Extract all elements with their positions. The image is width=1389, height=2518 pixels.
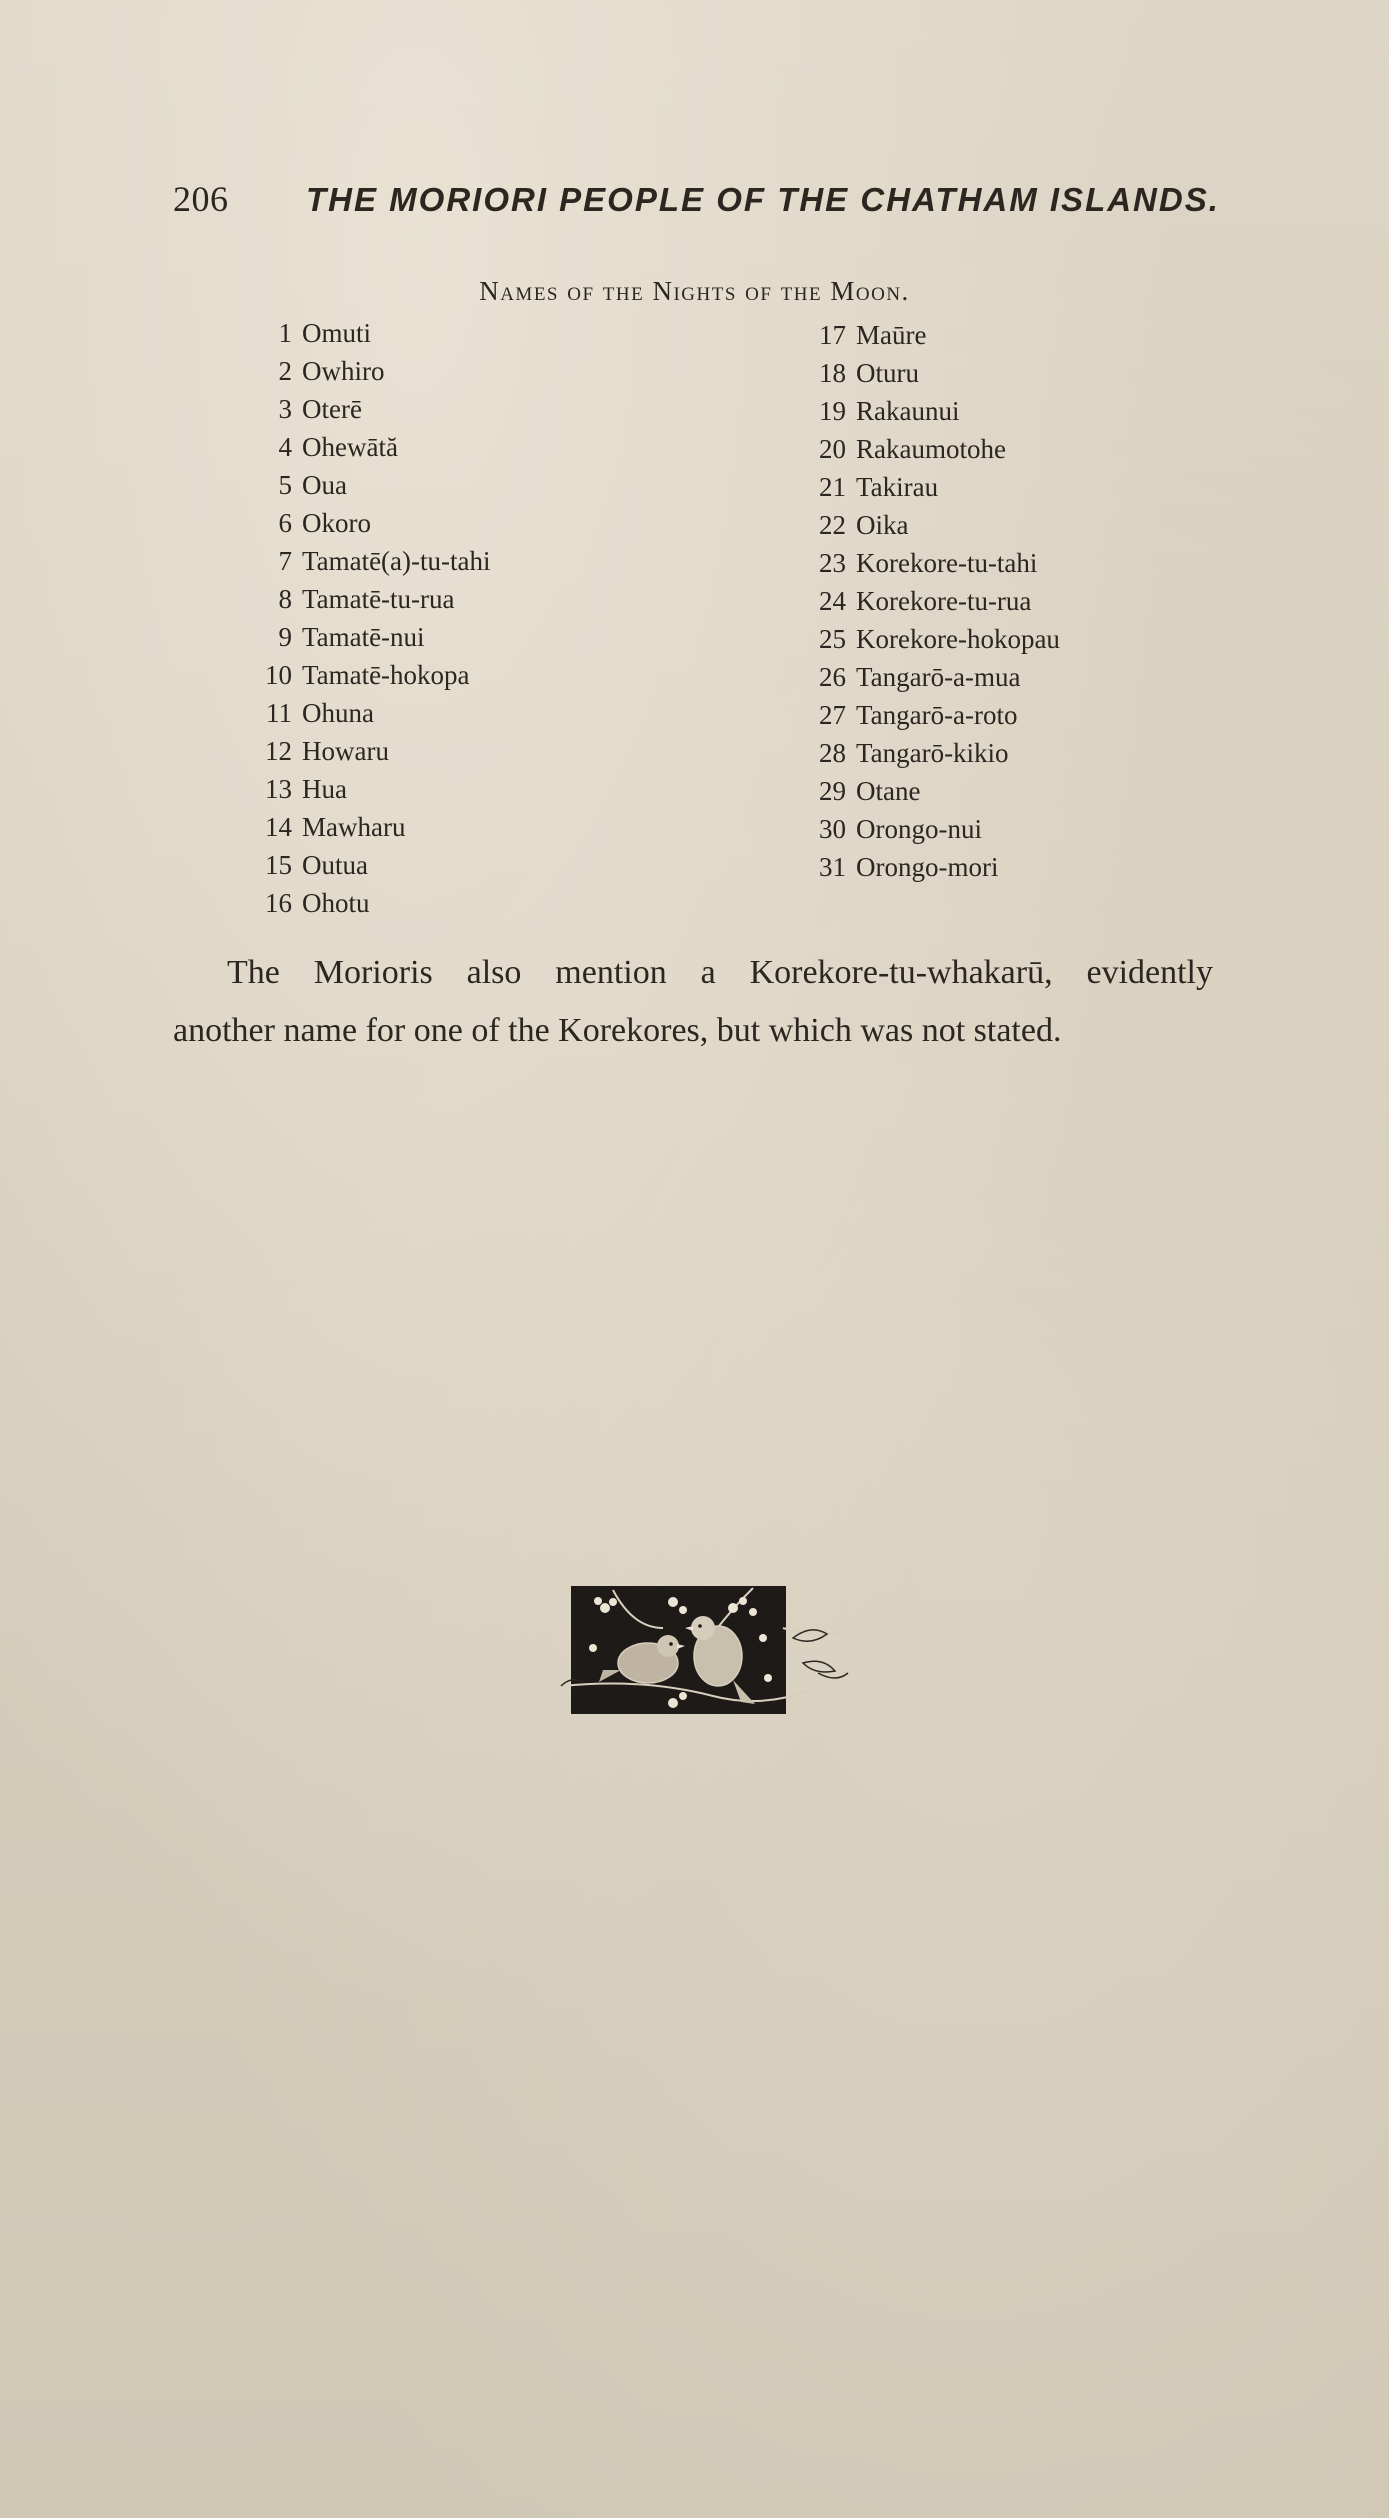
night-name: Tangarō-a-mua [856, 662, 1021, 692]
night-number: 21 [819, 472, 846, 502]
night-number: 10 [265, 660, 292, 690]
night-number: 23 [819, 548, 846, 578]
night-name: Okoro [302, 508, 371, 538]
night-name: Oturu [856, 358, 919, 388]
list-item [250, 694, 491, 732]
night-name: Rakaumotohe [856, 434, 1006, 464]
paragraph-line: another name for one of the Korekores, but which was not stated. [173, 1012, 1062, 1049]
list-item [800, 354, 1060, 392]
night-name: Omuti [302, 318, 372, 348]
night-name: Korekore-hokopau [856, 624, 1060, 654]
list-item [250, 314, 491, 352]
night-number: 5 [278, 470, 292, 500]
list-item [250, 884, 491, 922]
night-name: Tangarō-kikio [856, 738, 1009, 768]
night-name: Korekore-tu-tahi [856, 548, 1038, 578]
list-item [250, 808, 491, 846]
night-number: 6 [278, 508, 292, 538]
night-name: Tamatē(a)-tu-tahi [302, 546, 491, 576]
list-item [800, 810, 1060, 848]
list-item [800, 772, 1060, 810]
list-item [250, 580, 491, 618]
night-name: Rakaunui [856, 396, 960, 426]
list-item [800, 430, 1060, 468]
list-item [800, 468, 1060, 506]
list-item [250, 732, 491, 770]
night-number: 24 [819, 586, 846, 616]
night-number: 2 [278, 356, 292, 386]
night-number: 30 [819, 814, 846, 844]
list-item [250, 846, 491, 884]
night-name: Orongo-nui [856, 814, 982, 844]
night-name: Outua [302, 850, 368, 880]
list-item [250, 352, 491, 390]
list-item [800, 544, 1060, 582]
list-item [250, 542, 491, 580]
list-item [800, 506, 1060, 544]
page-number: 206 [173, 179, 229, 219]
night-number: 13 [265, 774, 292, 804]
night-number: 22 [819, 510, 846, 540]
night-number: 12 [265, 736, 292, 766]
list-item [250, 618, 491, 656]
list-item [800, 392, 1060, 430]
night-name: Takirau [856, 472, 939, 502]
night-name: Ohotu [302, 888, 370, 918]
night-number: 1 [278, 318, 292, 348]
night-number: 20 [819, 434, 846, 464]
night-number: 17 [819, 320, 846, 350]
list-item [250, 390, 491, 428]
moon-nights-right-column [800, 316, 1060, 886]
night-number: 25 [819, 624, 846, 654]
list-item [250, 656, 491, 694]
night-name: Oterē [302, 394, 362, 424]
night-name: Mawharu [302, 812, 406, 842]
list-item [800, 620, 1060, 658]
night-name: Oua [302, 470, 347, 500]
night-name: Owhiro [302, 356, 385, 386]
night-number: 31 [819, 852, 846, 882]
table-title: Names of the Nights of the Moon. [479, 276, 910, 306]
body-paragraph [173, 944, 1213, 1060]
paragraph-line: The Morioris also mention a Korekore-tu-whakarū, evidently [227, 954, 1213, 991]
night-number: 28 [819, 738, 846, 768]
night-number: 27 [819, 700, 846, 730]
list-item [800, 658, 1060, 696]
list-item [250, 428, 491, 466]
night-number: 19 [819, 396, 846, 426]
night-number: 15 [265, 850, 292, 880]
running-title: THE MORIORI PEOPLE OF THE CHATHAM ISLANDS. [306, 181, 1220, 218]
list-item [800, 696, 1060, 734]
night-number: 9 [278, 622, 292, 652]
night-number: 18 [819, 358, 846, 388]
night-number: 16 [265, 888, 292, 918]
night-name: Otane [856, 776, 921, 806]
night-number: 29 [819, 776, 846, 806]
night-number: 26 [819, 662, 846, 692]
night-number: 3 [278, 394, 292, 424]
list-item [250, 466, 491, 504]
night-number: 8 [278, 584, 292, 614]
night-name: Korekore-tu-rua [856, 586, 1032, 616]
night-name: Tamatē-hokopa [302, 660, 470, 690]
night-number: 7 [278, 546, 292, 576]
night-number: 14 [265, 812, 292, 842]
list-item [800, 582, 1060, 620]
night-name: Hua [302, 774, 347, 804]
moon-nights-left-column [250, 314, 491, 922]
night-name: Oika [856, 510, 909, 540]
night-name: Ohuna [302, 698, 374, 728]
list-item [800, 316, 1060, 354]
night-name: Maūre [856, 320, 927, 350]
list-item [800, 848, 1060, 886]
night-name: Tangarō-a-roto [856, 700, 1018, 730]
night-number: 11 [266, 698, 292, 728]
night-name: Tamatē-tu-rua [302, 584, 455, 614]
list-item [250, 770, 491, 808]
list-item [800, 734, 1060, 772]
list-item [250, 504, 491, 542]
birds-ornament-icon [553, 1568, 883, 1734]
night-name: Orongo-mori [856, 852, 999, 882]
night-name: Tamatē-nui [302, 622, 425, 652]
night-name: Howaru [302, 736, 389, 766]
night-name: Ohewātă [302, 432, 398, 462]
night-number: 4 [278, 432, 292, 462]
